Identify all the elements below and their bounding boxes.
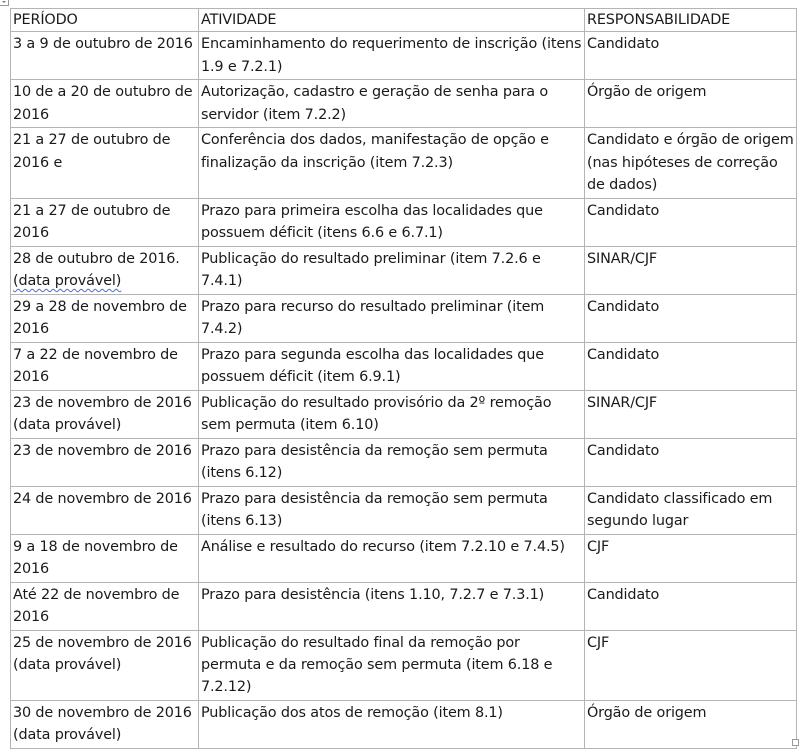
cell-responsabilidade: CJF — [585, 630, 797, 700]
cell-periodo: 21 a 27 de outubro de 2016 e — [11, 128, 199, 198]
cell-atividade: Prazo para desistência da remoção sem permuta (itens 6.12) — [199, 438, 585, 486]
table-move-handle[interactable] — [0, 0, 9, 6]
table-row — [11, 128, 797, 198]
cell-periodo: 21 a 27 de outubro de 2016 — [11, 198, 199, 246]
cell-atividade: Publicação do resultado final da remoção por permuta e da remoção sem permuta (item 6.18 e 7.2.12) — [199, 630, 585, 700]
cell-responsabilidade: Candidato — [585, 198, 797, 246]
cell-atividade: Conferência dos dados, manifestação de opção e finalização da inscrição (item 7.2.3) — [199, 128, 585, 198]
cell-atividade: Prazo para primeira escolha das localidades que possuem déficit (itens 6.6 e 6.7.1) — [199, 198, 585, 246]
cell-periodo: 23 de novembro de 2016 (data provável) — [11, 390, 199, 438]
cell-responsabilidade: Candidato classificado em segundo lugar — [585, 486, 797, 534]
cell-responsabilidade: Candidato — [585, 342, 797, 390]
table-row — [11, 80, 797, 128]
cell-atividade: Prazo para recurso do resultado preliminar (item 7.4.2) — [199, 294, 585, 342]
table-row — [11, 534, 797, 582]
cell-responsabilidade: Candidato — [585, 438, 797, 486]
cell-atividade: Publicação dos atos de remoção (item 8.1) — [199, 700, 585, 748]
table-row — [11, 32, 797, 80]
cell-periodo: 24 de novembro de 2016 — [11, 486, 199, 534]
table-row — [11, 630, 797, 700]
cell-atividade: Prazo para desistência (itens 1.10, 7.2.7 e 7.3.1) — [199, 582, 585, 630]
cell-atividade: Publicação do resultado preliminar (item 7.2.6 e 7.4.1) — [199, 246, 585, 294]
header-atividade: ATIVIDADE — [199, 9, 585, 32]
cell-responsabilidade: CJF — [585, 534, 797, 582]
cell-periodo: 9 a 18 de novembro de 2016 — [11, 534, 199, 582]
cell-responsabilidade: Candidato — [585, 582, 797, 630]
cell-atividade: Prazo para desistência da remoção sem permuta (itens 6.13) — [199, 486, 585, 534]
table-resize-handle[interactable] — [792, 739, 799, 746]
cell-responsabilidade: Candidato — [585, 32, 797, 80]
cell-atividade: Autorização, cadastro e geração de senha para o servidor (item 7.2.2) — [199, 80, 585, 128]
cell-responsabilidade: Candidato — [585, 294, 797, 342]
cell-periodo: 25 de novembro de 2016 (data provável) — [11, 630, 199, 700]
schedule-table — [10, 8, 797, 749]
table-row — [11, 294, 797, 342]
cell-periodo: 10 de a 20 de outubro de 2016 — [11, 80, 199, 128]
table-row — [11, 582, 797, 630]
cell-responsabilidade: Órgão de origem — [585, 700, 797, 748]
cell-periodo: 30 de novembro de 2016 (data provável) — [11, 700, 199, 748]
cell-periodo: 29 a 28 de novembro de 2016 — [11, 294, 199, 342]
header-periodo: PERÍODO — [11, 9, 199, 32]
spellcheck-flagged-text[interactable]: (data provável) — [13, 273, 122, 290]
cell-atividade: Publicação do resultado provisório da 2º remoção sem permuta (item 6.10) — [199, 390, 585, 438]
cell-responsabilidade: SINAR/CJF — [585, 390, 797, 438]
cell-periodo: 3 a 9 de outubro de 2016 — [11, 32, 199, 80]
table-row — [11, 246, 797, 294]
cell-responsabilidade: SINAR/CJF — [585, 246, 797, 294]
cell-atividade: Prazo para segunda escolha das localidades que possuem déficit (item 6.9.1) — [199, 342, 585, 390]
cell-periodo: 7 a 22 de novembro de 2016 — [11, 342, 199, 390]
table-row — [11, 486, 797, 534]
table-row — [11, 390, 797, 438]
cell-periodo — [11, 246, 199, 294]
periodo-date: 28 de outubro de 2016. — [13, 250, 180, 267]
cell-responsabilidade: Órgão de origem — [585, 80, 797, 128]
cell-periodo: Até 22 de novembro de 2016 — [11, 582, 199, 630]
table-row — [11, 438, 797, 486]
table-header-row — [11, 9, 797, 32]
table-row — [11, 342, 797, 390]
header-responsabilidade: RESPONSABILIDADE — [585, 9, 797, 32]
cell-responsabilidade: Candidato e órgão de origem (nas hipóteses de correção de dados) — [585, 128, 797, 198]
cell-atividade: Análise e resultado do recurso (item 7.2.10 e 7.4.5) — [199, 534, 585, 582]
cell-periodo: 23 de novembro de 2016 — [11, 438, 199, 486]
table-row — [11, 198, 797, 246]
table-row — [11, 700, 797, 748]
cell-atividade: Encaminhamento do requerimento de inscrição (itens 1.9 e 7.2.1) — [199, 32, 585, 80]
